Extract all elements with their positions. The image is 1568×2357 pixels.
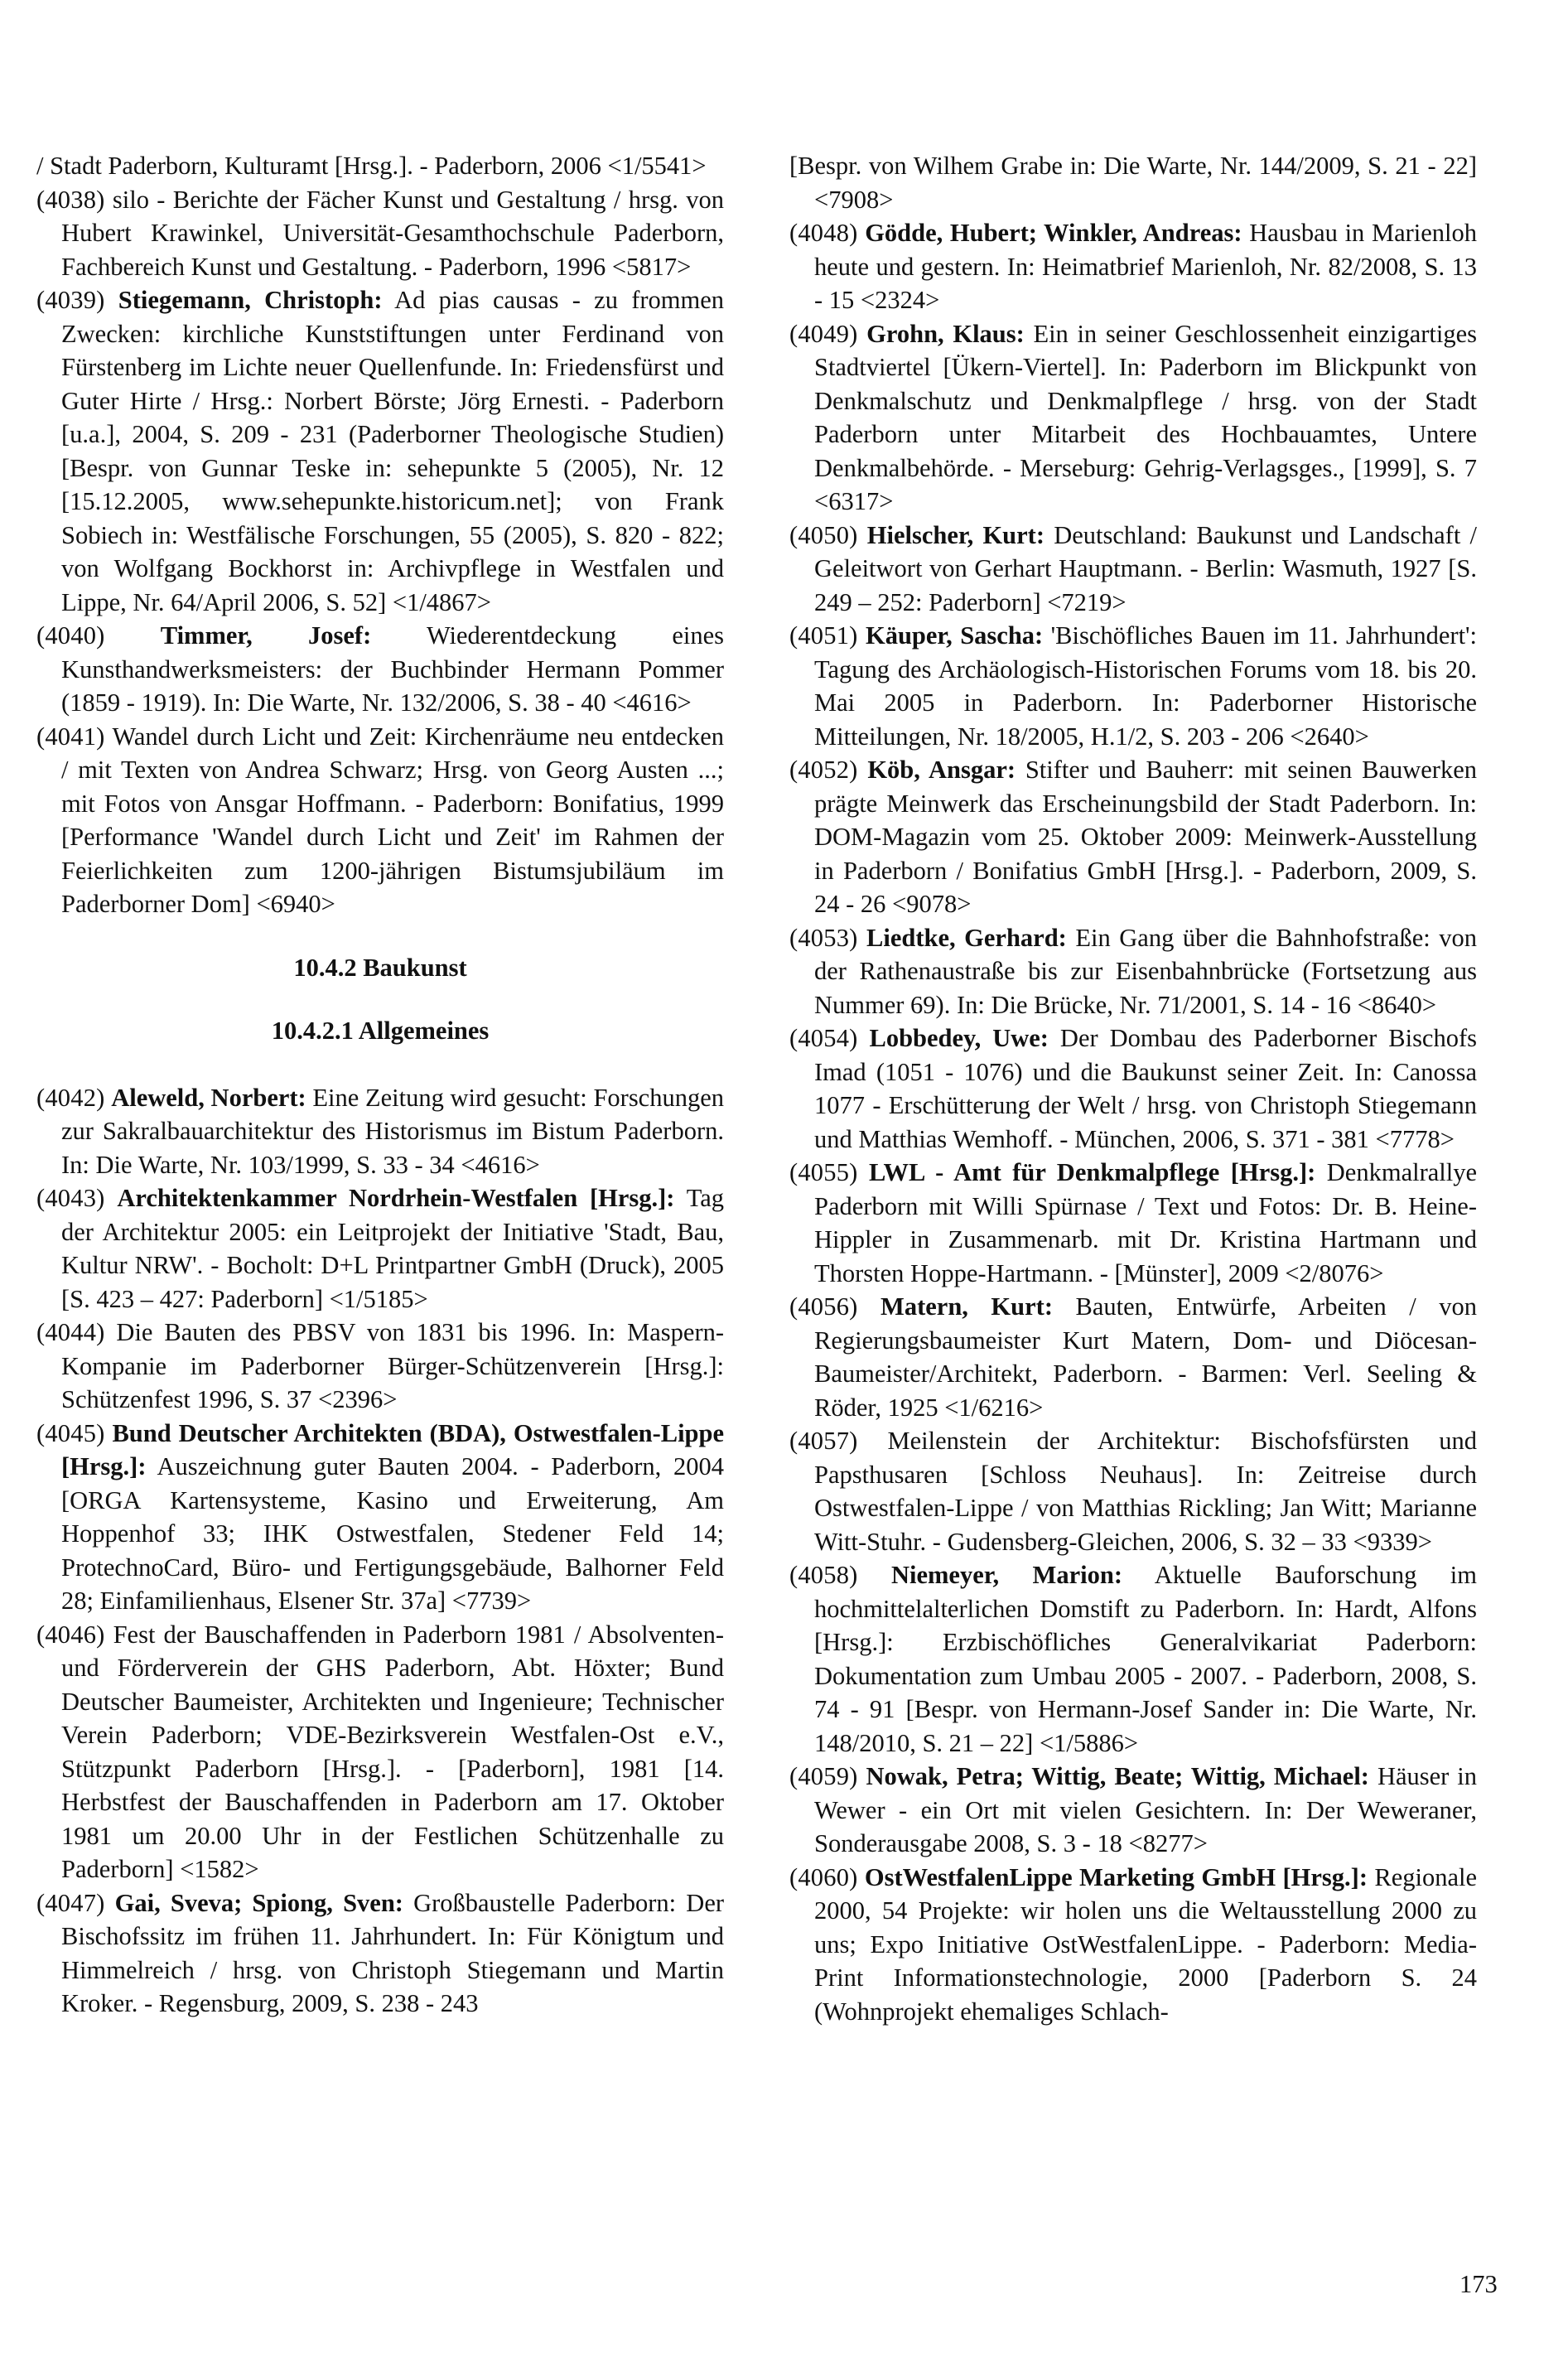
entry-text: Ad pias causas - zu frommen Zwecken: kirchliche Kunststiftungen unter Ferdinand von Fürstenberg im Lichte neuer Quellenfunde. In: Friedensfürst und Guter Hirte / Hrsg.: Norbert Börste; Jörg Ernesti. - Paderborn [u.a.], 2004, S. 209 - 231 (Paderborner Theologische Studien) [Bespr. von Gunnar Teske in: sehepunkte 5 (2005), Nr. 12 [15.12.2005, www.sehepunkte.historicum.net]; von Frank Sobiech in: Westfälische Forschungen, 55 (2005), S. 820 - 822; von Wolfgang Bockhorst in: Archivpflege in Westfalen und Lippe, Nr. 64/April 2006, S. 52] <1/4867>: [61, 286, 725, 616]
entry-number: (4057): [789, 1427, 858, 1455]
bib-entry: [789, 1022, 1477, 1156]
entry-text: Regionale 2000, 54 Projekte: wir holen uns die Weltausstellung 2000 zu uns; Expo Initiative OstWestfalenLippe. - Paderborn: Media-Print Informationstechnologie, 2000 [Paderborn S. 24 (Wohnprojekt ehemaliges Schlach-: [814, 1862, 1478, 2026]
entry-text: Wiederentdeckung eines Kunsthandwerksmeisters: der Buchbinder Hermann Pommer (1859 - 1919). In: Die Warte, Nr. 132/2006, S. 38 - 40 <4616>: [61, 621, 725, 717]
bib-entry: [789, 1290, 1477, 1424]
entry-text: Ein in seiner Geschlossenheit einzigartiges Stadtviertel [Ükern-Viertel]. In: Paderborn im Blickpunkt von Denkmalschutz und Denkmalpflege / hrsg. von der Stadt Paderborn unter Mitarbeit des Hochbauamtes, Untere Denkmalbehörde. - Merseburg: Gehrig-Verlagsges., [1999], S. 7 <6317>: [814, 319, 1477, 515]
bib-entry: [36, 1316, 724, 1417]
section-heading: 10.4.2 Baukunst: [293, 953, 467, 982]
entry-number: (4040): [36, 621, 105, 650]
entry-number: (4060): [789, 1862, 858, 1891]
bib-entry: [789, 1156, 1477, 1290]
bib-entry: [36, 1081, 724, 1182]
entry-author: Käuper, Sascha:: [865, 621, 1044, 650]
entry-author: Gödde, Hubert; Winkler, Andreas:: [865, 219, 1242, 247]
entry-author: Aleweld, Norbert:: [111, 1083, 306, 1112]
entry-number: (4053): [789, 923, 858, 952]
entry-author: Köb, Ansgar:: [867, 756, 1016, 784]
entry-text: 'Bischöfliches Bauen im 11. Jahrhundert': Tagung des Archäologisch-Historischen Forums vom 18. bis 20. Mai 2005 in Paderborn. In: Paderborner Historische Mitteilungen, Nr. 18/2005, H.1/2, S. 203 - 206 <2640>: [814, 621, 1478, 751]
bib-entry: [789, 1760, 1477, 1861]
entry-author: Stiegemann, Christoph:: [118, 286, 383, 314]
bib-entry: [36, 183, 724, 284]
bib-entry: [36, 1886, 724, 2021]
entry-text: silo - Berichte der Fächer Kunst und Gestaltung / hrsg. von Hubert Krawinkel, Universität-Gesamthochschule Paderborn, Fachbereich Kunst und Gestaltung. - Paderborn, 1996 <5817>: [61, 185, 724, 281]
entry-author: Architektenkammer Nordrhein-Westfalen [Hrsg.]:: [117, 1184, 675, 1212]
entry-text: Auszeichnung guter Bauten 2004. - Paderborn, 2004 [ORGA Kartensysteme, Kasino und Erweiterung, Am Hoppenhof 33; IHK Ostwestfalen, Stedener Feld 14; ProtechnoCard, Büro- und Fertigungsgebäude, Balhorner Feld 28; Einfamilienhaus, Elsener Str. 37a] <7739>: [61, 1452, 724, 1615]
entry-number: (4044): [36, 1318, 105, 1346]
entry-text: Fest der Bauschaffenden in Paderborn 1981 / Absolventen- und Förderverein der GHS Paderborn, Abt. Höxter; Bund Deutscher Baumeister, Architekten und Ingenieure; Technischer Verein Paderborn; VDE-Bezirksverein Westfalen-Ost e.V., Stützpunkt Paderborn [Hrsg.]. - [Paderborn], 1981 [14. Herbstfest der Bauschaffenden in Paderborn am 17. Oktober 1981 um 20.00 Uhr in der Festlichen Schützenhalle zu Paderborn] <1582>: [61, 1620, 725, 1883]
bib-entry: [36, 1181, 724, 1316]
entry-number: (4039): [36, 286, 105, 314]
entry-author: Bund Deutscher Architekten (BDA), Ostwestfalen-Lippe [Hrsg.]:: [61, 1418, 725, 1480]
entry-text: Tag der Architektur 2005: ein Leitprojekt der Initiative 'Stadt, Bau, Kultur NRW'. - Bocholt: D+L Printpartner GmbH (Druck), 2005 [S. 423 – 427: Paderborn] <1/5185>: [61, 1184, 725, 1313]
bib-entry: [36, 1417, 724, 1618]
entry-text: Bauten, Entwürfe, Arbeiten / von Regierungsbaumeister Kurt Matern, Dom- und Diöcesan-Baumeister/Architekt, Paderborn. - Barmen: Verl. Seeling & Röder, 1925 <1/6216>: [814, 1292, 1478, 1422]
bib-entry: [789, 921, 1477, 1022]
entry-number: (4054): [789, 1024, 858, 1052]
entry-text: [Bespr. von Wilhem Grabe in: Die Warte, Nr. 144/2009, S. 21 - 22] <7908>: [789, 152, 1477, 214]
bib-entry: [36, 283, 724, 619]
bib-entry: [36, 619, 724, 720]
entry-text: Der Dombau des Paderborner Bischofs Imad (1051 - 1076) und die Baukunst seiner Zeit. In: Canossa 1077 - Erschütterung der Welt / hrsg. von Christoph Stiegemann und Matthias Wemhoff. - München, 2006, S. 371 - 381 <7778>: [814, 1024, 1477, 1153]
entry-text: Häuser in Wewer - ein Ort mit vielen Gesichtern. In: Der Weweraner, Sonderausgabe 2008, S. 3 - 18 <8277>: [814, 1762, 1478, 1857]
entry-text: Deutschland: Baukunst und Landschaft / Geleitwort von Gerhart Hauptmann. - Berlin: Wasmuth, 1927 [S. 249 – 252: Paderborn] <7219>: [814, 520, 1478, 616]
bib-entry: [789, 216, 1477, 317]
left-column: [36, 149, 724, 2021]
bib-entry: [36, 1618, 724, 1886]
bib-entry: [789, 619, 1477, 753]
entry-text: Denkmalrallye Paderborn mit Willi Spürnase / Text und Fotos: Dr. B. Heine-Hippler in Zusammenarb. mit Dr. Kristina Hartmann und Thorsten Hoppe-Hartmann. - [Münster], 2009 <2/8076>: [814, 1158, 1478, 1287]
bib-entry: [789, 753, 1477, 921]
entry-number: (4038): [36, 185, 105, 214]
entry-number: (4049): [789, 319, 858, 348]
bib-entry: [789, 317, 1477, 519]
right-column: [789, 149, 1477, 2028]
entry-number: (4042): [36, 1083, 105, 1112]
subsection-heading: 10.4.2.1 Allgemeines: [271, 1017, 490, 1045]
entry-number: (4043): [36, 1184, 105, 1212]
entry-text: Wandel durch Licht und Zeit: Kirchenräume neu entdecken / mit Texten von Andrea Schwarz; Hrsg. von Georg Austen ...; mit Fotos von Ansgar Hoffmann. - Paderborn: Bonifatius, 1999 [Performance 'Wandel durch Licht und Zeit' im Rahmen der Feierlichkeiten zum 1200-jährigen Bistumsjubiläum im Paderborner Dom] <6940>: [61, 722, 724, 918]
entry-author: Grohn, Klaus:: [866, 319, 1025, 348]
entry-number: (4048): [789, 219, 858, 247]
bib-entry: [789, 1558, 1477, 1760]
bib-entry: [789, 1424, 1477, 1558]
bib-entry: [36, 149, 724, 183]
entry-author: Niemeyer, Marion:: [890, 1561, 1122, 1589]
entry-text: Meilenstein der Architektur: Bischofsfürsten und Papsthusaren [Schloss Neuhaus]. In: Zeitreise durch Ostwestfalen-Lippe / von Matthias Rickling; Jan Witt; Marianne Witt-Stuhr. - Gudensberg-Gleichen, 2006, S. 32 – 33 <9339>: [814, 1427, 1478, 1556]
entry-number: (4056): [789, 1292, 858, 1321]
entry-text: Die Bauten des PBSV von 1831 bis 1996. In: Maspern-Kompanie im Paderborner Bürger-Schützenverein [Hrsg.]: Schützenfest 1996, S. 37 <2396>: [61, 1318, 725, 1413]
left-entries-before: [36, 149, 724, 921]
bib-entry: [789, 149, 1477, 216]
left-entries-after: [36, 1081, 724, 2021]
entry-author: Hielscher, Kurt:: [866, 520, 1045, 549]
entry-number: (4052): [789, 756, 858, 784]
bib-entry: [789, 1861, 1477, 2029]
entry-number: (4041): [36, 722, 105, 751]
entry-number: (4050): [789, 520, 858, 549]
entry-author: Lobbedey, Uwe:: [869, 1024, 1049, 1052]
entry-text: / Stadt Paderborn, Kulturamt [Hrsg.]. - Paderborn, 2006 <1/5541>: [36, 152, 707, 180]
entry-text: Aktuelle Bauforschung im hochmittelalterlichen Domstift zu Paderborn. In: Hardt, Alfons [Hrsg.]: Erzbischöfliches Generalvikariat Paderborn: Dokumentation zum Umbau 2005 - 2007. - Paderborn, 2008, S. 74 - 91 [Bespr. von Hermann-Josef Sander in: Die Warte, Nr. 148/2010, S. 21 – 22] <1/5886>: [814, 1561, 1477, 1757]
entry-author: OstWestfalenLippe Marketing GmbH [Hrsg.]:: [864, 1862, 1368, 1891]
entry-number: (4055): [789, 1158, 858, 1186]
entry-number: (4045): [36, 1418, 105, 1447]
entry-number: (4058): [789, 1561, 858, 1589]
entry-text: Hausbau in Marienloh heute und gestern. In: Heimatbrief Marienloh, Nr. 82/2008, S. 13 - 15 <2324>: [814, 219, 1478, 314]
entry-text: Ein Gang über die Bahnhofstraße: von der Rathenaustraße bis zur Eisenbahnbrücke (Fortsetzung aus Nummer 69). In: Die Brücke, Nr. 71/2001, S. 14 - 16 <8640>: [814, 923, 1477, 1019]
entry-author: LWL - Amt für Denkmalpflege [Hrsg.]:: [869, 1158, 1316, 1186]
entry-number: (4047): [36, 1888, 105, 1917]
entry-author: Nowak, Petra; Wittig, Beate; Wittig, Michael:: [866, 1762, 1369, 1790]
bib-entry: [36, 720, 724, 921]
page-number: 173: [1459, 2270, 1498, 2298]
entry-number: (4046): [36, 1620, 105, 1649]
bib-entry: [789, 519, 1477, 620]
entry-number: (4059): [789, 1762, 858, 1790]
entry-text: Stifter und Bauherr: mit seinen Bauwerken prägte Meinwerk das Erscheinungsbild der Stadt Paderborn. In: DOM-Magazin vom 25. Oktober 2009: Meinwerk-Ausstellung in Paderborn / Bonifatius GmbH [Hrsg.]. - Paderborn, 2009, S. 24 - 26 <9078>: [814, 756, 1477, 918]
entry-author: Liedtke, Gerhard:: [866, 923, 1067, 952]
entry-author: Gai, Sveva; Spiong, Sven:: [114, 1888, 403, 1917]
entry-author: Matern, Kurt:: [880, 1292, 1053, 1321]
entry-text: Großbaustelle Paderborn: Der Bischofssitz im frühen 11. Jahrhundert. In: Für Königtum und Himmelreich / hrsg. von Christoph Stiegemann und Martin Kroker. - Regensburg, 2009, S. 238 - 243: [61, 1888, 725, 2017]
entry-author: Timmer, Josef:: [160, 621, 372, 650]
entry-number: (4051): [789, 621, 858, 650]
entry-text: Eine Zeitung wird gesucht: Forschungen zur Sakralbauarchitektur des Historismus im Bistum Paderborn. In: Die Warte, Nr. 103/1999, S. 33 - 34 <4616>: [61, 1083, 725, 1179]
